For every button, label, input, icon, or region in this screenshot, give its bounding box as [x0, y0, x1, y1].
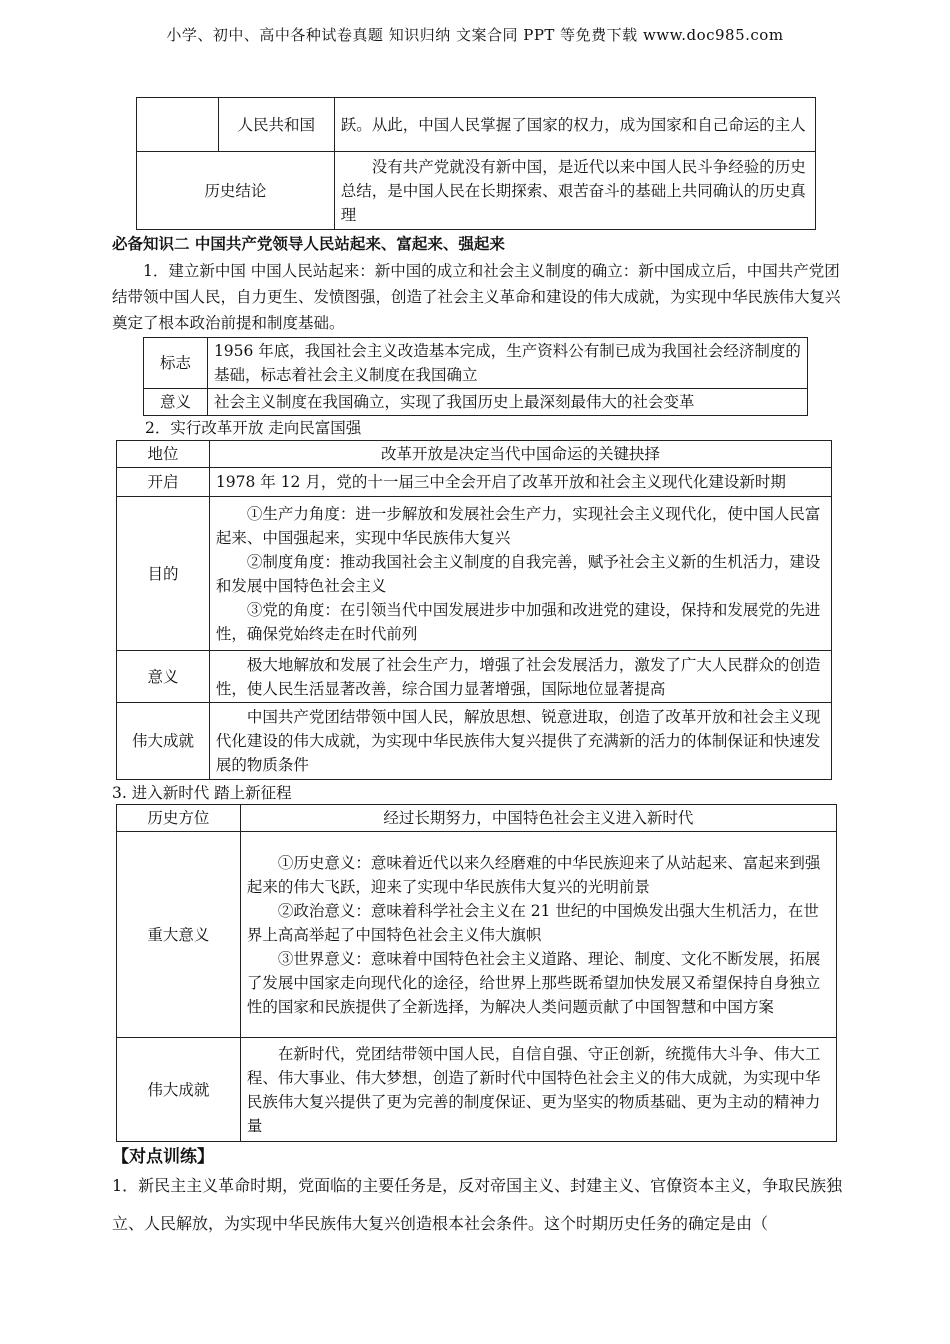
table2-content: 极大地解放和发展了社会生产力，增强了社会发展活力，激发了广大人民群众的创造性，使人民生活显著改善，综合国力显著增强，国际地位显著提高	[209, 651, 831, 703]
item2-title: 2．实行改革开放 走向民富国强	[145, 419, 362, 437]
significance-point-1: ①历史意义：意味着近代以来久经磨难的中华民族迎来了从站起来、富起来到强起来的伟大飞跃，迎来了实现中华民族伟大复兴的光明前景	[246, 853, 821, 896]
table-top	[136, 97, 816, 230]
significance-point-3: ③世界意义：意味着中国特色社会主义道路、理论、制度、文化不断发展，拓展了发展中国家走向现代化的途径，给世界上那些既希望加快发展又希望保持自身独立性的国家和民族提供了全新选择，为解决人类问题贡献了中国智慧和中国方案	[246, 949, 821, 1016]
table2-label: 开启	[117, 468, 210, 497]
site-header: 小学、初中、高中各种试卷真题 知识归纳 文案合同 PPT 等免费下载 www.doc985.com	[166, 26, 784, 44]
empty-cell	[137, 98, 219, 152]
table2-content: 中国共产党团结带领中国人民，解放思想、锐意进取，创造了改革开放和社会主义现代化建设的伟大成就，为实现中华民族伟大复兴提供了充满新的活力的体制保证和快速发展的物质条件	[209, 703, 831, 780]
purpose-point-2: ②制度角度：推动我国社会主义制度的自我完善，赋予社会主义新的生机活力，建设和发展中国特色社会主义	[215, 552, 821, 595]
table2-content: 1978 年 12 月，党的十一届三中全会开启了改革开放和社会主义现代化建设新时期	[209, 468, 831, 497]
significance-point-2: ②政治意义：意味着科学社会主义在 21 世纪的中国焕发出强大生机活力，在世界上高高举起了中国特色社会主义伟大旗帜	[246, 901, 819, 944]
purpose-point-1: ①生产力角度：进一步解放和发展社会生产力，实现社会主义现代化，使中国人民富起来、中国强起来，实现中华民族伟大复兴	[215, 504, 821, 547]
table2-content: 改革开放是决定当代中国命运的关键抉择	[209, 441, 831, 468]
table2-label: 意义	[117, 651, 210, 703]
table2-label: 目的	[117, 497, 210, 651]
section-heading: 必备知识二 中国共产党领导人民站起来、富起来、强起来	[112, 235, 505, 253]
table1-content: 社会主义制度在我国确立，实现了我国历史上最深刻最伟大的社会变革	[207, 389, 807, 416]
table-top-label-2: 历史结论	[137, 152, 335, 230]
table2-label: 伟大成就	[117, 703, 210, 780]
item3-title: 3. 进入新时代 踏上新征程	[112, 784, 292, 802]
table3-label: 重大意义	[117, 832, 241, 1038]
table3-significance-cell	[240, 832, 836, 1038]
table1-label: 标志	[144, 338, 208, 389]
table-new-era	[116, 804, 837, 1142]
table3-content: 在新时代，党团结带领中国人民，自信自强、守正创新，统揽伟大斗争、伟大工程、伟大事业、伟大梦想，创造了新时代中国特色社会主义的伟大成就，为实现中华民族伟大复兴提供了更为完善的制度保证、更为坚实的物质基础、更为主动的精神力量	[240, 1038, 836, 1142]
table-new-china	[143, 337, 808, 416]
table2-purpose-cell	[209, 497, 831, 651]
table-top-content-1: 跃。从此，中国人民掌握了国家的权力，成为国家和自己命运的主人	[334, 98, 815, 152]
table-reform	[116, 440, 832, 780]
table3-content: 经过长期努力，中国特色社会主义进入新时代	[240, 805, 836, 832]
purpose-point-3: ③党的角度：在引领当代中国发展进步中加强和改进党的建设，保持和发展党的先进性，确保党始终走在时代前列	[215, 600, 821, 643]
table1-label: 意义	[144, 389, 208, 416]
table3-label: 伟大成就	[117, 1038, 241, 1142]
table3-label: 历史方位	[117, 805, 241, 832]
section-paragraph: 1．建立新中国 中国人民站起来：新中国的成立和社会主义制度的确立：新中国成立后，中国共产党团结带领中国人民，自力更生、发愤图强，创造了社会主义革命和建设的伟大成就，为实现中华民族伟大复兴奠定了根本政治前提和制度基础。	[112, 262, 841, 332]
practice-question-1: 1．新民主主义革命时期，党面临的主要任务是，反对帝国主义、封建主义、官僚资本主义，争取民族独立、人民解放，为实现中华民族伟大复兴创造根本社会条件。这个时期历史任务的确定是由（	[112, 1176, 843, 1233]
table-top-content-2: 没有共产党就没有新中国，是近代以来中国人民斗争经验的历史总结，是中国人民在长期探索、艰苦奋斗的基础上共同确认的历史真理	[334, 152, 815, 230]
table-top-col2: 人民共和国	[218, 98, 334, 152]
table1-content: 1956 年底，我国社会主义改造基本完成，生产资料公有制已成为我国社会经济制度的基础，标志着社会主义制度在我国确立	[207, 338, 807, 389]
table2-label: 地位	[117, 441, 210, 468]
practice-title: 【对点训练】	[112, 1147, 214, 1167]
